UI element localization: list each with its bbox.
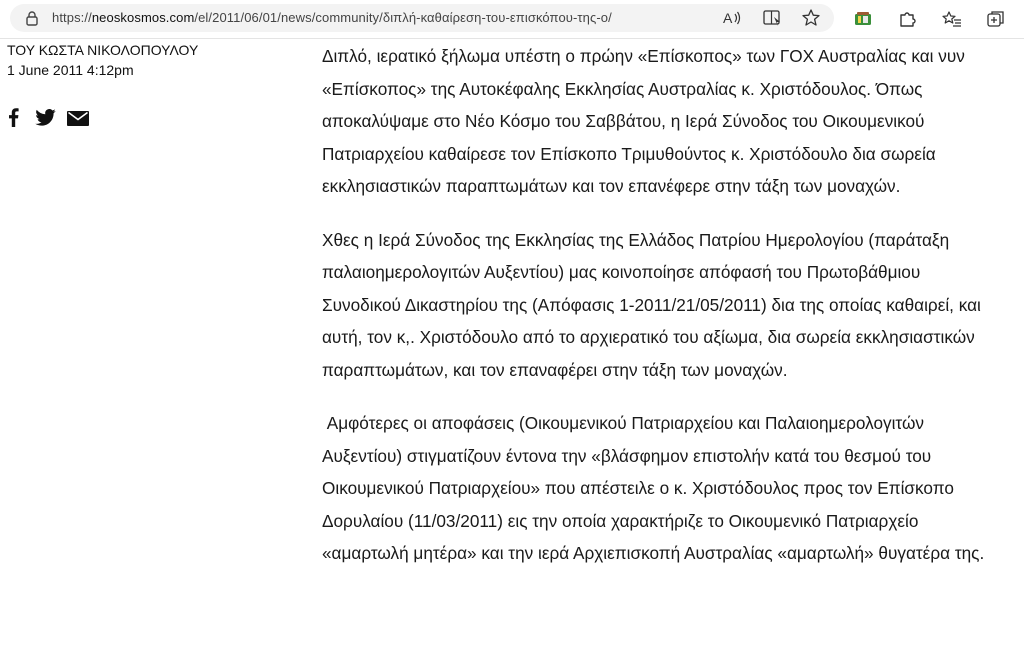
facebook-icon[interactable] [8, 108, 19, 132]
article-paragraph-2: Χθες η Ιερά Σύνοδος της Εκκλησίας της Ελλάδος Πατρίου Ημερολογίου (παράταξη παλαιοημερολογιτών Αυξεντίου) μας κοινοποίησε απόφασή του Πρωτοβάθμιου Συνοδικού Δικαστηρίου της (Απόφασις 1-2011/21/05/2011) δια της οποίας καθαιρεί, και αυτή, τον κ,. Χριστόδουλο από το αρχιερατικό του αξίωμα, δια σωρεία εκκλησιαστικών παραπτωμάτων, και τον επαναφέρει στην τάξη των μοναχών. [322, 229, 981, 380]
url-text[interactable] [52, 10, 612, 25]
url-path: /el/2011/06/01/news/community/διπλή-καθαίρεση-του-επισκόπου-της-ο/ [194, 10, 612, 25]
url-host: neoskosmos.com [91, 10, 195, 25]
twitter-icon[interactable] [35, 109, 56, 131]
extension-icon[interactable] [853, 9, 873, 29]
article-body [322, 40, 1002, 591]
email-icon[interactable] [67, 111, 89, 131]
byline-date: 1 June 2011 4:12pm [7, 62, 134, 78]
read-aloud-icon[interactable] [722, 8, 742, 28]
url-prefix: https:// [52, 10, 92, 25]
puzzle-extensions-icon[interactable] [897, 9, 917, 29]
lock-icon[interactable] [24, 10, 40, 26]
svg-text:A: A [723, 10, 733, 26]
browser-toolbar [0, 0, 1024, 39]
collections-icon[interactable] [986, 9, 1006, 29]
favorites-list-icon[interactable] [942, 9, 962, 29]
favorite-star-icon[interactable] [801, 8, 821, 28]
address-bar[interactable] [10, 4, 834, 32]
byline-author: ΤΟΥ ΚΩΣΤΑ ΝΙΚΟΛΟΠΟΥΛΟΥ [7, 42, 199, 58]
article-paragraph-3: Αμφότερες οι αποφάσεις (Οικουμενικού Πατριαρχείου και Παλαιοημερολογιτών Αυξεντίου) στιγματίζουν έντονα την «βλάσφημον επιστολήν κατά του θεσμού του Οικουμενικού Πατριαρχείου» που απέστειλε ο κ. Χριστόδουλος προς τον Επίσκοπο Δορυλαίου (11/03/2011) εις την οποία χαρακτήριζε το Οικουμενικό Πατριαρχείο «αμαρτωλή μητέρα» και την ιερά Αρχιεπισκοπή Αυστραλίας «αμαρτωλή» θυγατέρα της. [322, 413, 985, 563]
article-paragraph-1: Διπλό, ιερατικό ξήλωμα υπέστη ο πρώην «Επίσκοπος» των ΓΟΧ Αυστραλίας και νυν «Επίσκοπος» της Αυτοκέφαλης Εκκλησίας Αυστραλίας κ. Χριστόδουλος. Όπως αποκαλύψαμε στο Νέο Κόσμο του Σαββάτου, η Ιερά Σύνοδος του Οικουμενικού Πατριαρχείου καθαίρεσε τον Επίσκοπο Τριμυθούντος κ. Χριστόδουλο δια σωρεία εκκλησιαστικών παραπτωμάτων και τον επανέφερε στην τάξη των μοναχών. [322, 46, 965, 196]
reading-view-icon[interactable] [762, 8, 782, 28]
